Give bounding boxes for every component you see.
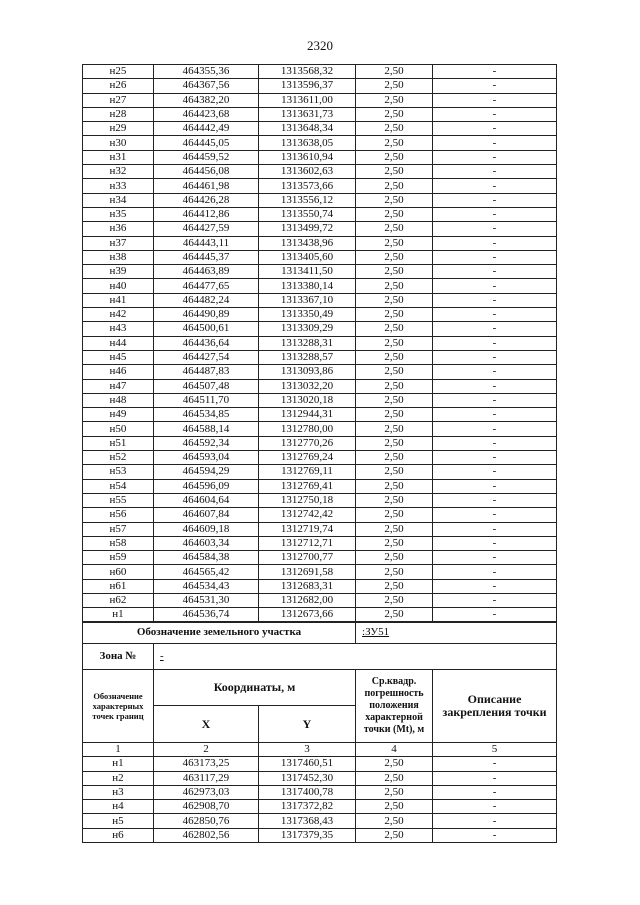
coord-y: 1317460,51 (259, 757, 356, 771)
table-row (83, 308, 557, 322)
coord-y: 1312742,42 (259, 508, 356, 522)
header-y: Y (259, 706, 356, 743)
coord-x: 464423,68 (154, 107, 259, 121)
point-id: н27 (83, 93, 154, 107)
coord-x: 464461,98 (154, 179, 259, 193)
coord-y: 1317452,30 (259, 771, 356, 785)
coord-x: 464609,18 (154, 522, 259, 536)
coord-x: 464534,85 (154, 408, 259, 422)
point-id: н56 (83, 508, 154, 522)
point-id: н49 (83, 408, 154, 422)
description: - (433, 65, 557, 79)
point-id: н36 (83, 222, 154, 236)
coordinates-table-zu51 (82, 621, 557, 843)
zone-value: - (154, 644, 557, 670)
point-id: н30 (83, 136, 154, 150)
coord-y: 1313032,20 (259, 379, 356, 393)
error-value: 2,50 (356, 236, 433, 250)
error-value: 2,50 (356, 193, 433, 207)
table-row (83, 522, 557, 536)
coord-x: 464565,42 (154, 565, 259, 579)
error-value: 2,50 (356, 265, 433, 279)
point-id: н34 (83, 193, 154, 207)
point-id: н33 (83, 179, 154, 193)
coord-x: 464412,86 (154, 207, 259, 221)
coord-y: 1313499,72 (259, 222, 356, 236)
table-row (83, 493, 557, 507)
coord-x: 463117,29 (154, 771, 259, 785)
error-value: 2,50 (356, 408, 433, 422)
coord-x: 464445,05 (154, 136, 259, 150)
point-id: н32 (83, 165, 154, 179)
column-number: 1 (83, 743, 154, 757)
coord-x: 464445,37 (154, 250, 259, 264)
error-value: 2,50 (356, 814, 433, 828)
error-value: 2,50 (356, 508, 433, 522)
header-error: Ср.квадр. погрешность положения характерной точки (Мt), м (356, 670, 433, 743)
error-value: 2,50 (356, 422, 433, 436)
coord-x: 464367,56 (154, 79, 259, 93)
point-id: н44 (83, 336, 154, 350)
description: - (433, 293, 557, 307)
table-row (83, 508, 557, 522)
point-id: н52 (83, 451, 154, 465)
coord-x: 464482,24 (154, 293, 259, 307)
point-id: н57 (83, 522, 154, 536)
coord-y: 1313350,49 (259, 308, 356, 322)
description: - (433, 422, 557, 436)
point-id: н28 (83, 107, 154, 121)
description: - (433, 193, 557, 207)
point-id: н6 (83, 828, 154, 842)
coord-y: 1312780,00 (259, 422, 356, 436)
table-row (83, 579, 557, 593)
header-x: X (154, 706, 259, 743)
table-row (83, 436, 557, 450)
point-id: н55 (83, 493, 154, 507)
error-value: 2,50 (356, 122, 433, 136)
coord-y: 1312769,41 (259, 479, 356, 493)
coord-x: 464456,08 (154, 165, 259, 179)
description: - (433, 493, 557, 507)
coord-x: 464603,34 (154, 536, 259, 550)
error-value: 2,50 (356, 250, 433, 264)
table-row (83, 79, 557, 93)
point-id: н31 (83, 150, 154, 164)
coord-y: 1317372,82 (259, 800, 356, 814)
coord-x: 462802,56 (154, 828, 259, 842)
parcel-row (83, 622, 557, 644)
table-row (83, 350, 557, 364)
table-row (83, 422, 557, 436)
coord-x: 464443,11 (154, 236, 259, 250)
point-id: н26 (83, 79, 154, 93)
coord-y: 1312683,31 (259, 579, 356, 593)
column-number: 5 (433, 743, 557, 757)
error-value: 2,50 (356, 579, 433, 593)
coord-y: 1313611,00 (259, 93, 356, 107)
table-row (83, 565, 557, 579)
point-id: н5 (83, 814, 154, 828)
coord-x: 464477,65 (154, 279, 259, 293)
error-value: 2,50 (356, 365, 433, 379)
description: - (433, 279, 557, 293)
error-value: 2,50 (356, 379, 433, 393)
description: - (433, 207, 557, 221)
table-row (83, 236, 557, 250)
point-id: н43 (83, 322, 154, 336)
description: - (433, 828, 557, 842)
coord-x: 464593,04 (154, 451, 259, 465)
coord-y: 1313568,32 (259, 65, 356, 79)
description: - (433, 322, 557, 336)
error-value: 2,50 (356, 350, 433, 364)
error-value: 2,50 (356, 608, 433, 622)
description: - (433, 408, 557, 422)
point-id: н45 (83, 350, 154, 364)
point-id: н58 (83, 536, 154, 550)
error-value: 2,50 (356, 800, 433, 814)
description: - (433, 579, 557, 593)
coord-y: 1313380,14 (259, 279, 356, 293)
error-value: 2,50 (356, 565, 433, 579)
column-numbers-row (83, 743, 557, 757)
coord-y: 1312770,26 (259, 436, 356, 450)
point-id: н47 (83, 379, 154, 393)
table-row (83, 336, 557, 350)
coord-x: 462850,76 (154, 814, 259, 828)
description: - (433, 771, 557, 785)
coord-y: 1312769,11 (259, 465, 356, 479)
coord-y: 1313573,66 (259, 179, 356, 193)
table-row (83, 265, 557, 279)
error-value: 2,50 (356, 308, 433, 322)
point-id: н61 (83, 579, 154, 593)
coord-x: 464427,59 (154, 222, 259, 236)
description: - (433, 93, 557, 107)
table-row (83, 551, 557, 565)
description: - (433, 107, 557, 121)
coord-y: 1313309,29 (259, 322, 356, 336)
error-value: 2,50 (356, 436, 433, 450)
error-value: 2,50 (356, 207, 433, 221)
coord-x: 464588,14 (154, 422, 259, 436)
description: - (433, 265, 557, 279)
point-id: н54 (83, 479, 154, 493)
error-value: 2,50 (356, 493, 433, 507)
table-row (83, 179, 557, 193)
error-value: 2,50 (356, 465, 433, 479)
error-value: 2,50 (356, 522, 433, 536)
description: - (433, 308, 557, 322)
table-row (83, 465, 557, 479)
description: - (433, 79, 557, 93)
coord-x: 464459,52 (154, 150, 259, 164)
coord-y: 1313020,18 (259, 393, 356, 407)
coord-y: 1317400,78 (259, 785, 356, 799)
error-value: 2,50 (356, 322, 433, 336)
coord-x: 464500,61 (154, 322, 259, 336)
error-value: 2,50 (356, 393, 433, 407)
coord-x: 464463,89 (154, 265, 259, 279)
description: - (433, 565, 557, 579)
coord-y: 1312719,74 (259, 522, 356, 536)
description: - (433, 150, 557, 164)
coord-y: 1313405,60 (259, 250, 356, 264)
description: - (433, 350, 557, 364)
coord-y: 1312769,24 (259, 451, 356, 465)
coord-y: 1313638,05 (259, 136, 356, 150)
description: - (433, 379, 557, 393)
coord-y: 1312750,18 (259, 493, 356, 507)
table-row (83, 536, 557, 550)
coord-x: 464584,38 (154, 551, 259, 565)
point-id: н4 (83, 800, 154, 814)
description: - (433, 593, 557, 607)
point-id: н1 (83, 757, 154, 771)
coord-x: 464436,64 (154, 336, 259, 350)
coord-y: 1313288,31 (259, 336, 356, 350)
table-row (83, 593, 557, 607)
table-row (83, 771, 557, 785)
table-row (83, 65, 557, 79)
point-id: н25 (83, 65, 154, 79)
coord-y: 1317379,35 (259, 828, 356, 842)
table-row (83, 800, 557, 814)
parcel-label: Обозначение земельного участка (83, 622, 356, 644)
coord-y: 1313093,86 (259, 365, 356, 379)
table-row (83, 757, 557, 771)
description: - (433, 165, 557, 179)
coord-y: 1313411,50 (259, 265, 356, 279)
error-value: 2,50 (356, 79, 433, 93)
error-value: 2,50 (356, 757, 433, 771)
coord-y: 1313631,73 (259, 107, 356, 121)
coord-y: 1312691,58 (259, 565, 356, 579)
table-row (83, 479, 557, 493)
description: - (433, 236, 557, 250)
table-row (83, 250, 557, 264)
table-row (83, 136, 557, 150)
table-row (83, 408, 557, 422)
coord-y: 1312944,31 (259, 408, 356, 422)
coord-y: 1313288,57 (259, 350, 356, 364)
point-id: н53 (83, 465, 154, 479)
description: - (433, 436, 557, 450)
zone-row (83, 644, 557, 670)
point-id: н62 (83, 593, 154, 607)
coord-x: 463173,25 (154, 757, 259, 771)
column-number: 4 (356, 743, 433, 757)
coord-x: 464355,36 (154, 65, 259, 79)
table-row (83, 828, 557, 842)
coord-y: 1313556,12 (259, 193, 356, 207)
table-row (83, 451, 557, 465)
coord-y: 1312700,77 (259, 551, 356, 565)
error-value: 2,50 (356, 222, 433, 236)
description: - (433, 222, 557, 236)
error-value: 2,50 (356, 451, 433, 465)
description: - (433, 136, 557, 150)
coord-x: 464594,29 (154, 465, 259, 479)
coord-y: 1313550,74 (259, 207, 356, 221)
coord-x: 462973,03 (154, 785, 259, 799)
coord-y: 1312673,66 (259, 608, 356, 622)
description: - (433, 536, 557, 550)
coord-x: 464490,89 (154, 308, 259, 322)
coord-x: 464536,74 (154, 608, 259, 622)
zone-label: Зона № (83, 644, 154, 670)
description: - (433, 336, 557, 350)
coord-y: 1313648,34 (259, 122, 356, 136)
point-id: н60 (83, 565, 154, 579)
point-id: н38 (83, 250, 154, 264)
error-value: 2,50 (356, 107, 433, 121)
error-value: 2,50 (356, 136, 433, 150)
coord-x: 464596,09 (154, 479, 259, 493)
error-value: 2,50 (356, 551, 433, 565)
description: - (433, 179, 557, 193)
coord-x: 464592,34 (154, 436, 259, 450)
point-id: н3 (83, 785, 154, 799)
table-row (83, 393, 557, 407)
coord-y: 1312712,71 (259, 536, 356, 550)
table-row (83, 785, 557, 799)
point-id: н51 (83, 436, 154, 450)
point-id: н39 (83, 265, 154, 279)
point-id: н46 (83, 365, 154, 379)
table-row (83, 365, 557, 379)
coord-y: 1313596,37 (259, 79, 356, 93)
point-id: н37 (83, 236, 154, 250)
error-value: 2,50 (356, 785, 433, 799)
coord-x: 464427,54 (154, 350, 259, 364)
table-row (83, 279, 557, 293)
header-row (83, 670, 557, 706)
point-id: н35 (83, 207, 154, 221)
coord-y: 1312682,00 (259, 593, 356, 607)
coord-y: 1313602,63 (259, 165, 356, 179)
column-number: 3 (259, 743, 356, 757)
error-value: 2,50 (356, 150, 433, 164)
table-row (83, 107, 557, 121)
table-row (83, 193, 557, 207)
table-row (83, 122, 557, 136)
coord-x: 464442,49 (154, 122, 259, 136)
header-point: Обозначение характерных точек границ (83, 670, 154, 743)
coord-y: 1313438,96 (259, 236, 356, 250)
description: - (433, 551, 557, 565)
point-id: н48 (83, 393, 154, 407)
coord-x: 464382,20 (154, 93, 259, 107)
description: - (433, 814, 557, 828)
header-description: Описание закрепления точки (433, 670, 557, 743)
error-value: 2,50 (356, 293, 433, 307)
point-id: н40 (83, 279, 154, 293)
table-row (83, 293, 557, 307)
coord-y: 1313367,10 (259, 293, 356, 307)
table-row (83, 222, 557, 236)
error-value: 2,50 (356, 65, 433, 79)
coord-x: 464487,83 (154, 365, 259, 379)
coord-x: 464607,84 (154, 508, 259, 522)
error-value: 2,50 (356, 336, 433, 350)
parcel-value: :ЗУ51 (356, 622, 557, 644)
coord-x: 464534,43 (154, 579, 259, 593)
table-row (83, 322, 557, 336)
description: - (433, 785, 557, 799)
header-coords: Координаты, м (154, 670, 356, 706)
description: - (433, 522, 557, 536)
table-row (83, 379, 557, 393)
coord-x: 464426,28 (154, 193, 259, 207)
description: - (433, 122, 557, 136)
description: - (433, 365, 557, 379)
description: - (433, 451, 557, 465)
point-id: н41 (83, 293, 154, 307)
description: - (433, 465, 557, 479)
error-value: 2,50 (356, 479, 433, 493)
description: - (433, 608, 557, 622)
error-value: 2,50 (356, 179, 433, 193)
error-value: 2,50 (356, 93, 433, 107)
table-row (83, 150, 557, 164)
description: - (433, 479, 557, 493)
point-id: н50 (83, 422, 154, 436)
coord-x: 464531,30 (154, 593, 259, 607)
coord-x: 464604,64 (154, 493, 259, 507)
point-id: н59 (83, 551, 154, 565)
coord-x: 462908,70 (154, 800, 259, 814)
error-value: 2,50 (356, 279, 433, 293)
error-value: 2,50 (356, 593, 433, 607)
column-number: 2 (154, 743, 259, 757)
page-number: 2320 (307, 38, 333, 53)
error-value: 2,50 (356, 165, 433, 179)
table-row (83, 165, 557, 179)
description: - (433, 757, 557, 771)
table-row (83, 93, 557, 107)
description: - (433, 393, 557, 407)
table-row (83, 814, 557, 828)
description: - (433, 250, 557, 264)
point-id: н1 (83, 608, 154, 622)
description: - (433, 800, 557, 814)
coord-y: 1317368,43 (259, 814, 356, 828)
coord-y: 1313610,94 (259, 150, 356, 164)
point-id: н29 (83, 122, 154, 136)
error-value: 2,50 (356, 771, 433, 785)
point-id: н42 (83, 308, 154, 322)
table-row (83, 608, 557, 622)
point-id: н2 (83, 771, 154, 785)
coordinates-table-continued (82, 64, 557, 623)
error-value: 2,50 (356, 536, 433, 550)
description: - (433, 508, 557, 522)
coord-x: 464507,48 (154, 379, 259, 393)
coord-x: 464511,70 (154, 393, 259, 407)
error-value: 2,50 (356, 828, 433, 842)
table-row (83, 207, 557, 221)
